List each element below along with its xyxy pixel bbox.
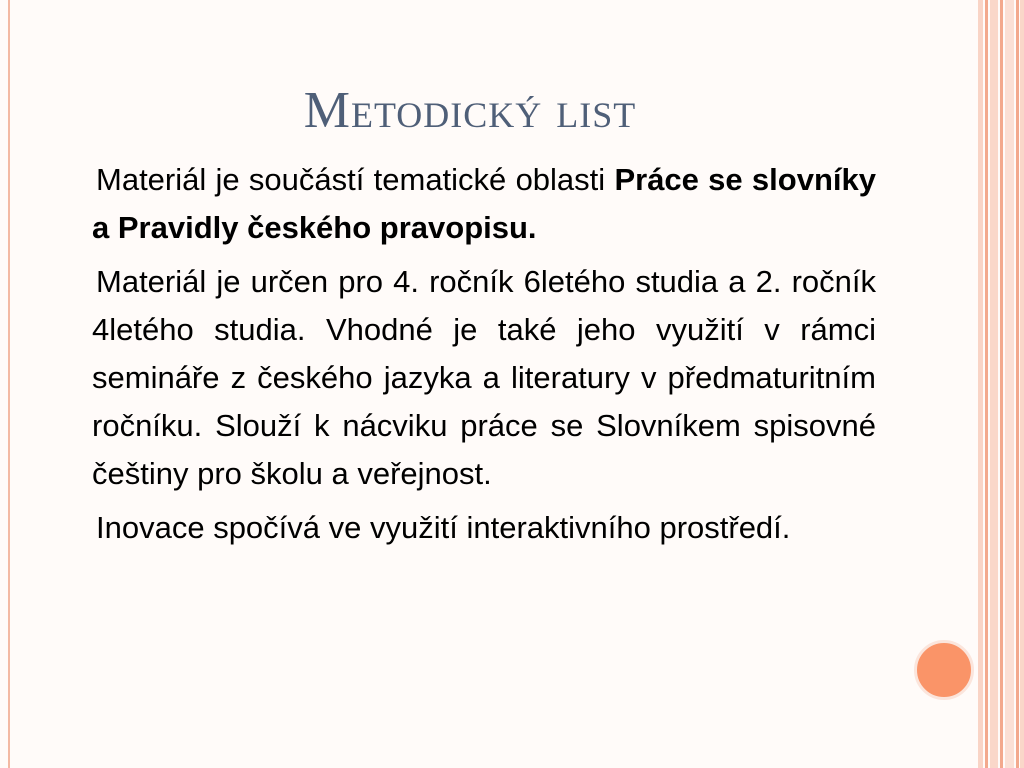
decorative-circle (914, 640, 974, 700)
decorative-stripe (1005, 0, 1014, 768)
decorative-stripe (978, 0, 983, 768)
decorative-stripe (1016, 0, 1019, 768)
decorative-stripe (1000, 0, 1003, 768)
paragraph-text: Materiál je určen pro 4. ročník 6letého studia a 2. ročník 4letého studia. Vhodné je také jeho využití v rámci semináře z českého jazyka a literatury v předmaturitním ročníku. Slouží k nácviku práce se Slovníkem spisovné češtiny pro školu a veřejnost. (92, 264, 876, 491)
paragraph-innovation (92, 504, 876, 552)
paragraph-topic (92, 156, 876, 252)
paragraph-target-group (92, 258, 876, 498)
paragraph-text: Inovace spočívá ve využití interaktivního prostředí. (96, 510, 791, 545)
decorative-stripe (990, 0, 998, 768)
decorative-stripe (1020, 0, 1024, 768)
slide-title: Metodický list (303, 82, 637, 139)
slide-body (92, 156, 876, 558)
paragraph-text: Materiál je součástí tematické oblasti (96, 162, 615, 197)
topic-name-bold: Práce se slovníky a Pravidly českého pravopisu. (92, 162, 876, 245)
decorative-stripe (985, 0, 988, 768)
